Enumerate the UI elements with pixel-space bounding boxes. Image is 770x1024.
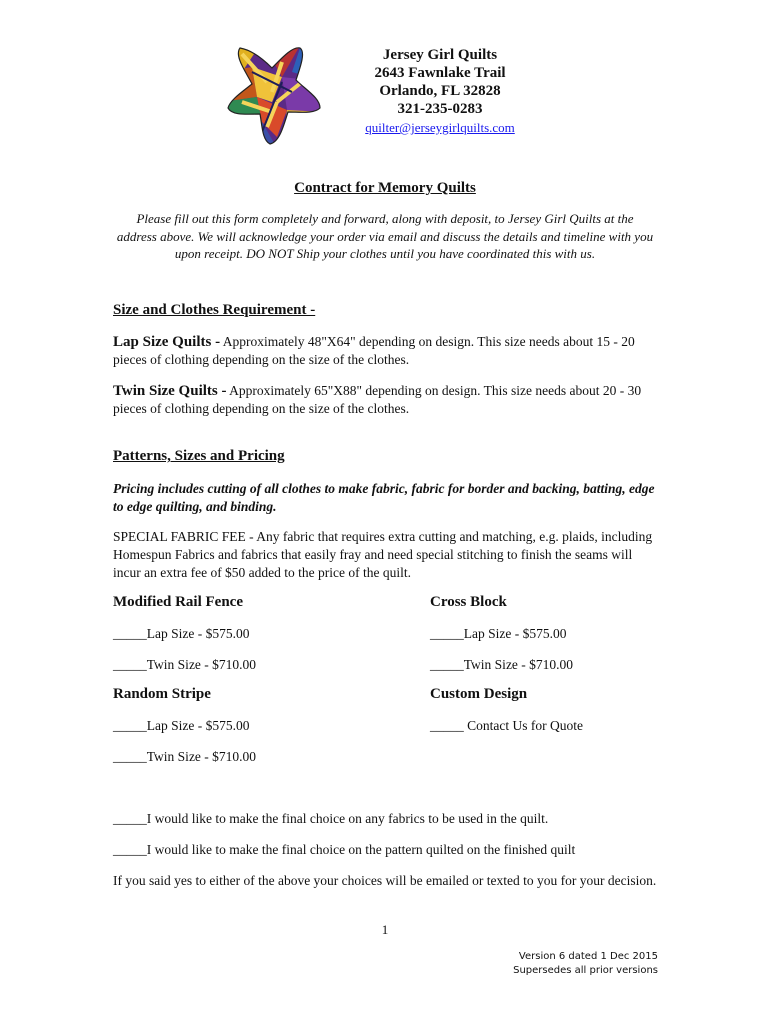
star-quilt-logo: [222, 42, 326, 148]
supersedes-text: Supersedes all prior versions: [513, 965, 658, 976]
rail-fence-heading: Modified Rail Fence: [113, 594, 243, 610]
size-section-heading: Size and Clothes Requirement -: [113, 302, 316, 318]
intro-paragraph: Please fill out this form completely and forward, along with deposit, to Jersey Girl Quilts at the address above. We will acknowledge your order via email and discuss the details and timeline with you upon receipt. DO NOT Ship your clothes until you have coordinated this with us.: [116, 211, 654, 261]
lap-size-paragraph: [113, 333, 658, 369]
pricing-includes-note: Pricing includes cutting of all clothes to make fabric, fabric for border and backing, batting, edge to edge quilting, and binding.: [113, 481, 655, 514]
twin-size-label: Twin Size Quilts -: [113, 383, 227, 399]
random-stripe-lap-option[interactable]: _____Lap Size - $575.00: [113, 718, 250, 733]
choices-note: If you said yes to either of the above your choices will be emailed or texted to you for your decision.: [113, 873, 657, 888]
company-name: Jersey Girl Quilts: [382, 47, 498, 63]
document-title: Contract for Memory Quilts: [294, 180, 476, 196]
company-phone: 321-235-0283: [397, 101, 483, 117]
lap-size-label: Lap Size Quilts -: [113, 334, 221, 350]
cross-block-twin-option[interactable]: _____Twin Size - $710.00: [430, 657, 574, 672]
random-stripe-twin-option[interactable]: _____Twin Size - $710.00: [113, 749, 257, 764]
version-footer: [513, 950, 658, 978]
pricing-section-heading: Patterns, Sizes and Pricing: [113, 448, 285, 464]
twin-size-text: Approximately 65"X88" depending on design. This size needs about 20 - 30 pieces of clothing depending on the size of the clothes.: [113, 383, 642, 416]
fabric-choice-option[interactable]: _____I would like to make the final choice on any fabrics to be used in the quilt.: [113, 811, 549, 826]
pattern-choice-option[interactable]: _____I would like to make the final choice on the pattern quilted on the finished quilt: [113, 842, 576, 857]
company-email-link[interactable]: quilter@jerseygirlquilts.com: [365, 120, 515, 135]
special-fabric-fee-note: SPECIAL FABRIC FEE - Any fabric that requires extra cutting and matching, e.g. plaids, including Homespun Fabrics and fabrics that easily fray and need special stitching to finish the seams will incur an extra fee of $50 added to the price of the quilt.: [113, 529, 653, 580]
cross-block-heading: Cross Block: [430, 594, 507, 610]
twin-size-paragraph: [113, 382, 658, 418]
company-street: 2643 Fawnlake Trail: [374, 65, 506, 81]
company-header: [330, 46, 550, 137]
company-city: Orlando, FL 32828: [379, 83, 501, 99]
lap-size-text: Approximately 48"X64" depending on design. This size needs about 15 - 20 pieces of clothing depending on the size of the clothes.: [113, 334, 635, 367]
rail-fence-twin-option[interactable]: _____Twin Size - $710.00: [113, 657, 257, 672]
cross-block-lap-option[interactable]: _____Lap Size - $575.00: [430, 626, 567, 641]
custom-design-heading: Custom Design: [430, 686, 528, 702]
version-text: Version 6 dated 1 Dec 2015: [518, 951, 658, 962]
custom-design-quote-option[interactable]: _____ Contact Us for Quote: [430, 718, 583, 733]
rail-fence-lap-option[interactable]: _____Lap Size - $575.00: [113, 626, 250, 641]
page-number: 1: [381, 922, 389, 937]
random-stripe-heading: Random Stripe: [113, 686, 211, 702]
